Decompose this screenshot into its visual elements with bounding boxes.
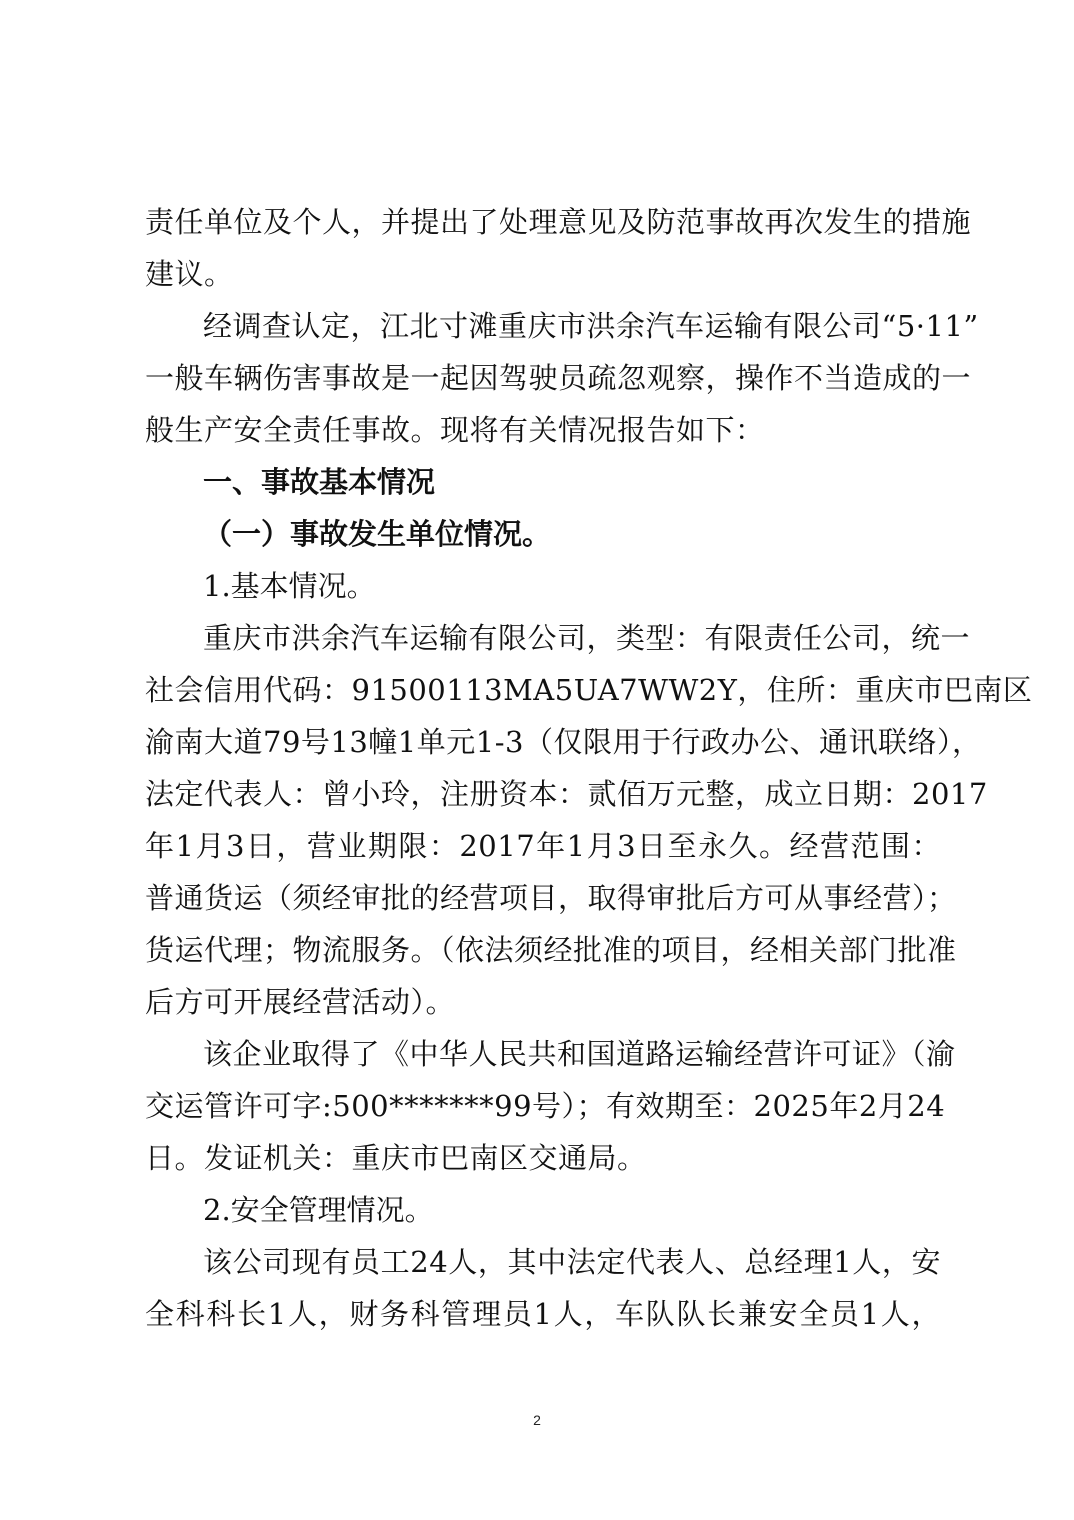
body-line: 全科科长1人，财务科管理员1人，车队队长兼安全员1人， bbox=[145, 1297, 941, 1331]
body-line: 日。发证机关：重庆市巴南区交通局。 bbox=[145, 1141, 647, 1175]
section-heading: 一、事故基本情况 bbox=[203, 465, 436, 499]
body-line: 渝南大道79号13幢1单元1-3（仅限用于行政办公、通讯联络）， bbox=[145, 725, 982, 759]
page-number: 2 bbox=[533, 1412, 541, 1428]
body-line: 般生产安全责任事故。现将有关情况报告如下： bbox=[145, 413, 765, 447]
body-line: 交运管许可字:500*******99号）；有效期至：2025年2月24 bbox=[145, 1089, 946, 1123]
numbered-heading: 2.安全管理情况。 bbox=[203, 1193, 434, 1227]
body-line: 该公司现有员工24人，其中法定代表人、总经理1人，安 bbox=[203, 1245, 941, 1279]
body-line: 责任单位及个人，并提出了处理意见及防范事故再次发生的措施 bbox=[145, 205, 972, 239]
body-line: 年1月3日，营业期限：2017年1月3日至永久。经营范围： bbox=[145, 829, 941, 863]
numbered-heading: 1.基本情况。 bbox=[203, 569, 376, 603]
body-line: 社会信用代码：91500113MA5UA7WW2Y，住所：重庆市巴南区 bbox=[145, 673, 1033, 707]
body-line: 法定代表人：曾小玲，注册资本：贰佰万元整，成立日期：2017 bbox=[145, 777, 988, 811]
subsection-heading: （一）事故发生单位情况。 bbox=[203, 517, 552, 551]
document-body bbox=[145, 196, 1033, 1340]
body-line: 一般车辆伤害事故是一起因驾驶员疏忽观察，操作不当造成的一 bbox=[145, 361, 972, 395]
body-line: 普通货运（须经审批的经营项目，取得审批后方可从事经营）； bbox=[145, 881, 957, 915]
body-line: 货运代理；物流服务。（依法须经批准的项目，经相关部门批准 bbox=[145, 933, 957, 967]
body-line: 经调查认定，江北寸滩重庆市洪余汽车运输有限公司“5·11” bbox=[203, 309, 979, 343]
body-line: 建议。 bbox=[145, 257, 234, 291]
body-line: 该企业取得了《中华人民共和国道路运输经营许可证》（渝 bbox=[203, 1037, 956, 1071]
body-line: 重庆市洪余汽车运输有限公司，类型：有限责任公司，统一 bbox=[203, 621, 971, 655]
body-line: 后方可开展经营活动）。 bbox=[145, 985, 456, 1019]
